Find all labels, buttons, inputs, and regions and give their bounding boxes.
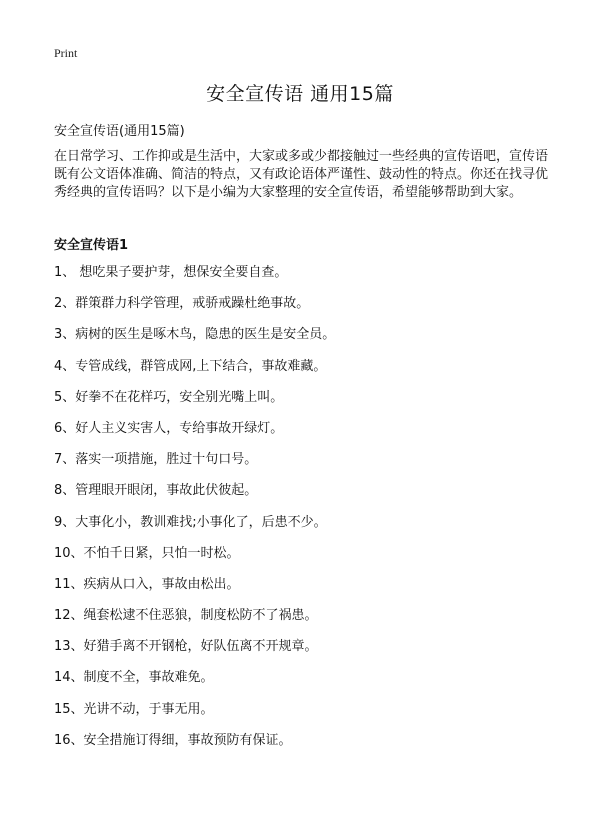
slogan-item: 15、光讲不动，于事无用。 (54, 701, 214, 717)
slogan-item: 6、好人主义实害人，专给事故开绿灯。 (54, 420, 284, 436)
page-title: 安全宣传语 通用15篇 (206, 83, 394, 105)
slogan-item: 11、疾病从口入，事故由松出。 (54, 576, 240, 592)
slogan-item: 10、不怕千日紧，只怕一时松。 (54, 545, 240, 561)
slogan-item: 4、专管成线，群管成网,上下结合，事故难藏。 (54, 358, 327, 374)
slogan-item: 1、 想吃果子要护芽，想保安全要自查。 (54, 265, 288, 280)
slogan-item: 14、制度不全，事故难免。 (54, 670, 214, 686)
document-subtitle: 安全宣传语(通用15篇) (54, 124, 185, 139)
slogan-list (54, 264, 554, 763)
slogan-item: 2、群策群力科学管理，戒骄戒躁杜绝事故。 (54, 296, 310, 312)
slogan-item: 5、好拳不在花样巧，安全别光嘴上叫。 (54, 389, 284, 405)
slogan-item: 16、安全措施订得细，事故预防有保证。 (54, 732, 292, 748)
print-link[interactable]: Print (54, 46, 78, 60)
slogan-item: 12、绳套松逮不住恶狼，制度松防不了祸患。 (54, 608, 318, 624)
slogan-item: 9、大事化小，教训难找;小事化了，后患不少。 (54, 514, 327, 530)
intro-paragraph: 在日常学习、工作抑或是生活中，大家或多或少都接触过一些经典的宣传语吧，宣传语既有公文语体准确、简洁的特点，又有政论语体严谨性、鼓动性的特点。你还在找寻优秀经典的宣传语吗？以下是小编为大家整理的安全宣传语，希望能够帮助到大家。 (54, 149, 549, 200)
section-heading: 安全宣传语1 (54, 238, 129, 253)
slogan-item: 13、好猎手离不开钢枪，好队伍离不开规章。 (54, 639, 318, 655)
slogan-item: 3、病树的医生是啄木鸟，隐患的医生是安全员。 (54, 327, 336, 343)
slogan-item: 7、落实一项措施，胜过十句口号。 (54, 452, 258, 468)
slogan-item: 8、管理眼开眼闭，事故此伏彼起。 (54, 483, 258, 499)
